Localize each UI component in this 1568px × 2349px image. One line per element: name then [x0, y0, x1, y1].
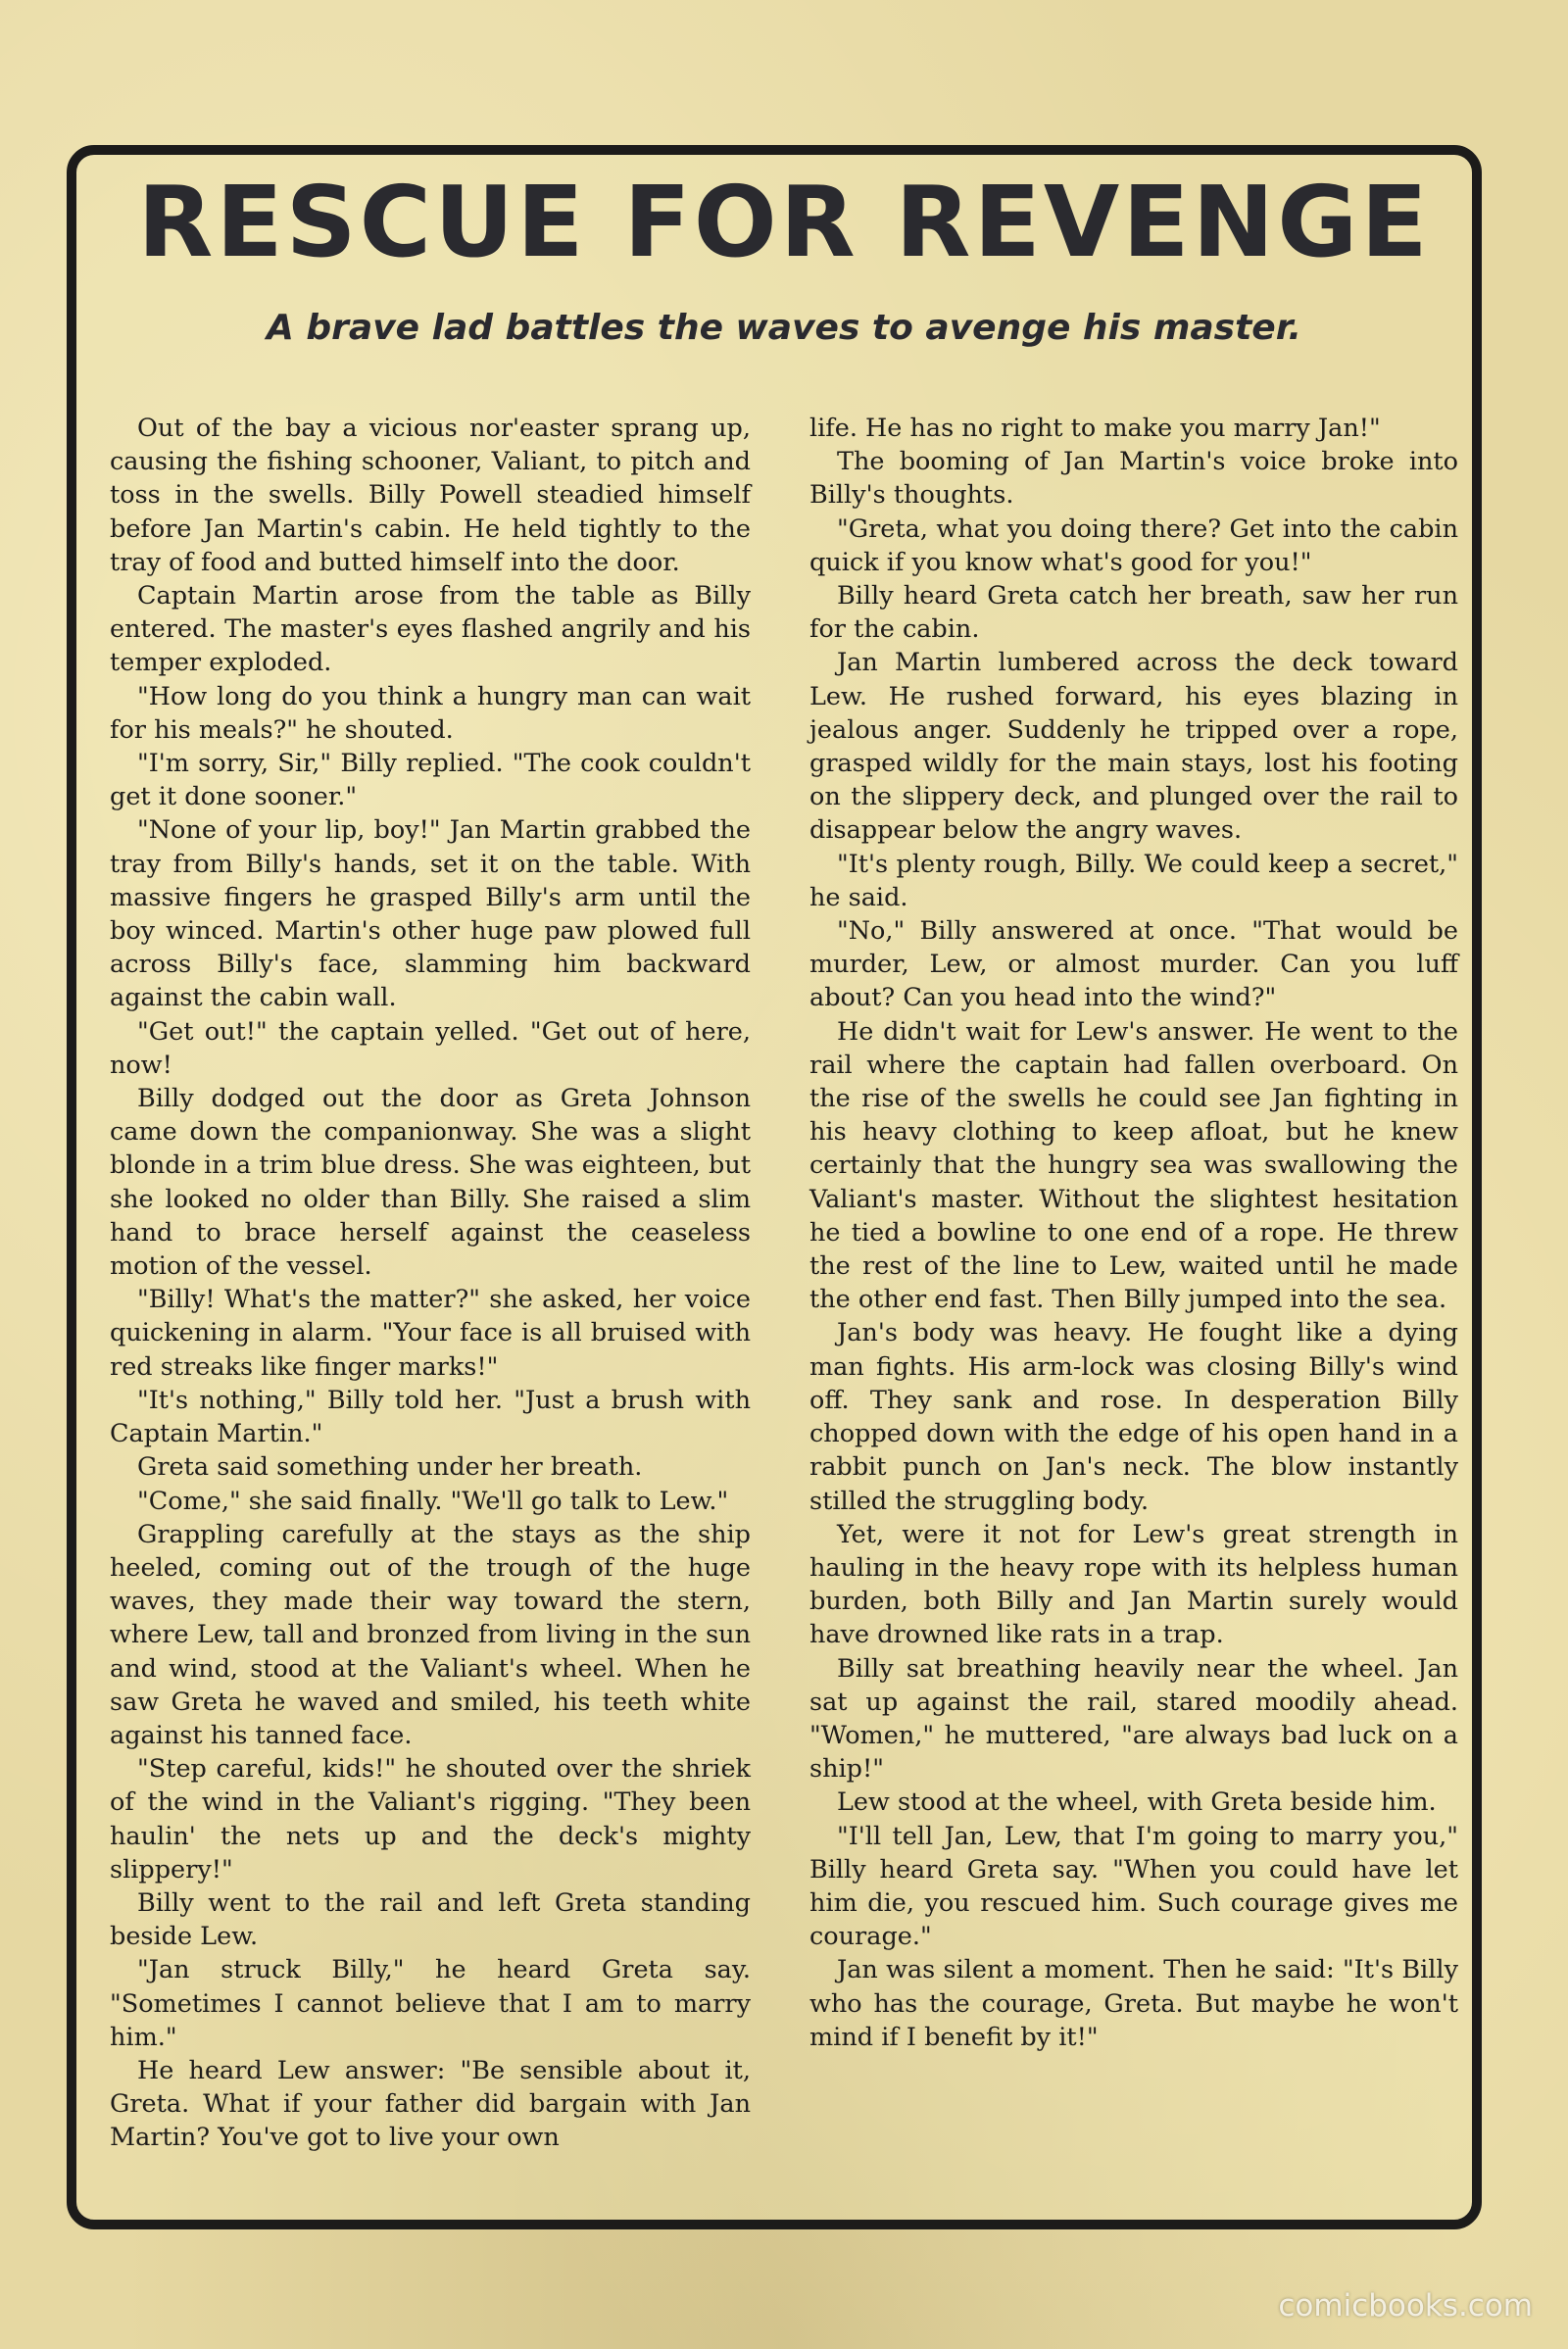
paragraph: "It's plenty rough, Billy. We could keep a secret," he said. [809, 849, 1458, 912]
paragraph: "Billy! What's the matter?" she asked, her voice quickening in alarm. "Your face is all bruised with red streaks like finger marks!" [110, 1285, 751, 1382]
paragraph: Billy dodged out the door as Greta Johnson came down the companionway. She was a slight blonde in a trim blue dress. She was eighteen, but she looked no older than Billy. She raised a slim hand to brace herself against the ceaseless motion of the vessel. [110, 1084, 751, 1282]
paragraph: Jan was silent a moment. Then he said: "It's Billy who has the courage, Greta. But maybe he won't mind if I benefit by it!" [809, 1955, 1458, 2052]
paragraph: "Get out!" the captain yelled. "Get out of here, now! [110, 1016, 751, 1080]
paragraph: "None of your lip, boy!" Jan Martin grabbed the tray from Billy's hands, set it on the table. With massive fingers he grasped Billy's arm until the boy winced. Martin's other huge paw plowed full across Billy's face, slamming him backward against the cabin wall. [110, 815, 751, 1013]
paragraph: Billy heard Greta catch her breath, saw her run for the cabin. [809, 581, 1458, 645]
paragraph: Out of the bay a vicious nor'easter sprang up, causing the fishing schooner, Valiant, to pitch and toss in the swells. Billy Powell steadied himself before Jan Martin's cabin. He held tightly to the tray of food and butted himself into the door. [110, 414, 751, 577]
paragraph: "Step careful, kids!" he shouted over the shriek of the wind in the Valiant's rigging. "They been haulin' the nets up and the deck's mighty slippery!" [110, 1754, 751, 1884]
paragraph: "I'm sorry, Sir," Billy replied. "The cook couldn't get it done sooner." [110, 749, 751, 812]
paragraph: Billy sat breathing heavily near the wheel. Jan sat up against the rail, stared moodily ahead. "Women," he muttered, "are always bad luck on a ship!" [809, 1653, 1458, 1785]
paragraph: He heard Lew answer: "Be sensible about it, Greta. What if your father did bargain with Jan Martin? You've got to live your own [110, 2055, 751, 2153]
paragraph: Grappling carefully at the stays as the ship heeled, coming out of the trough of the huge waves, they made their way toward the stern, where Lew, tall and bronzed from living in the sun and wind, stood at the Valiant's wheel. When he saw Greta he waved and smiled, his teeth white against his tanned face. [110, 1519, 751, 1750]
paragraph: "Greta, what you doing there? Get into the cabin quick if you know what's good for you!" [809, 514, 1458, 577]
paragraph: The booming of Jan Martin's voice broke into Billy's thoughts. [809, 447, 1458, 511]
paragraph: "No," Billy answered at once. "That would be murder, Lew, or almost murder. Can you luff about? Can you head into the wind?" [809, 916, 1458, 1013]
paragraph: "Come," she said finally. "We'll go talk to Lew." [137, 1486, 729, 1516]
story-subtitle: A brave lad battles the waves to avenge his master. [266, 308, 1302, 348]
paragraph: Jan's body was heavy. He fought like a dying man fights. His arm-lock was closing Billy's wind off. They sank and rose. In desperation Billy chopped down with the edge of his open hand in a rabbit punch on Jan's neck. The blow instantly stilled the struggling body. [809, 1318, 1458, 1516]
watermark: comicbooks.com [1278, 2288, 1533, 2324]
paragraph: Captain Martin arose from the table as Billy entered. The master's eyes flashed angrily and his temper exploded. [110, 581, 751, 678]
paragraph: Lew stood at the wheel, with Greta beside him. [837, 1787, 1437, 1818]
left-text-column [110, 412, 751, 2155]
paragraph: Billy went to the rail and left Greta standing beside Lew. [110, 1887, 751, 1952]
right-text-column [809, 412, 1458, 2054]
paragraph: Greta said something under her breath. [137, 1452, 643, 1483]
paragraph: Yet, were it not for Lew's great strength in hauling in the heavy rope with its helpless human burden, both Billy and Jan Martin surely would have drowned like rats in a trap. [809, 1519, 1458, 1650]
paragraph: Jan Martin lumbered across the deck toward Lew. He rushed forward, his eyes blazing in jealous anger. Suddenly he tripped over a rope, grasped wildly for the main stays, lost his footing on the slippery deck, and plunged over the rail to disappear below the angry waves. [809, 648, 1458, 846]
paragraph: "How long do you think a hungry man can wait for his meals?" he shouted. [110, 681, 751, 745]
paragraph: He didn't wait for Lew's answer. He went to the rail where the captain had fallen overboard. On the rise of the swells he could see Jan fighting in his heavy clothing to keep afloat, but he knew certainly that the hungry sea was swallowing the Valiant's master. Without the slightest hesitation he tied a bowline to one end of a rope. He threw the rest of the line to Lew, waited until he made the other end fast. Then Billy jumped into the sea. [809, 1016, 1458, 1315]
story-title: RESCUE FOR REVENGE [137, 165, 1431, 279]
paragraph: "Jan struck Billy," he heard Greta say. "Sometimes I cannot believe that I am to marry him." [110, 1955, 751, 2052]
paragraph: "I'll tell Jan, Lew, that I'm going to marry you," Billy heard Greta say. "When you could have let him die, you rescued him. Such courage gives me courage." [809, 1821, 1458, 1952]
paragraph-continuation: life. He has no right to make you marry Jan!" [809, 414, 1381, 443]
paragraph: "It's nothing," Billy told her. "Just a brush with Captain Martin." [110, 1385, 751, 1449]
